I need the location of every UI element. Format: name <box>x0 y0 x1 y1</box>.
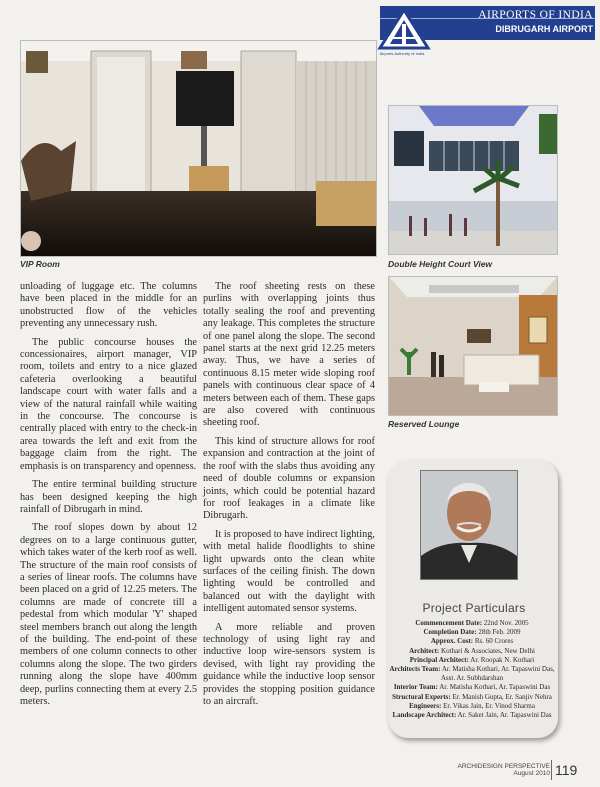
detail-value: Ar. Matisha Kothari, Ar. Tapaswini Das <box>439 683 551 692</box>
detail-label: Commencement Date: <box>415 619 483 627</box>
detail-row <box>382 711 562 720</box>
vip-room-caption: VIP Room <box>20 259 60 269</box>
detail-label: Landscape Architect: <box>392 711 457 720</box>
lounge-caption: Reserved Lounge <box>388 419 460 429</box>
detail-row <box>382 628 562 637</box>
footer-divider <box>551 760 552 780</box>
detail-value: Rs. 60 Crores <box>474 637 514 646</box>
detail-value: 28th Feb. 2009 <box>478 628 521 637</box>
lounge-photo <box>388 276 558 416</box>
detail-value: Ar. Saket Jain, Ar. Tapaswini Das <box>457 711 552 720</box>
magazine-footer <box>428 763 550 777</box>
paragraph: unloading of luggage etc. The columns have been placed in the middle for an unobstructed flow of the vehicles preventing any unnecessary rush. <box>20 281 197 330</box>
logo-caption: Airports Authority of India <box>379 51 425 56</box>
paragraph: The roof slopes down by about 12 degrees on to a large continuous gutter, which takes water of the kerb roof as well. The structure of the main roof consists of a series of linear roofs. The columns have been placed on a grid of 12.25 meters. The columns are made of concrete till a pedestal from which modular 'Y' shaped steel members branch out along the length of the building. The end-point of these members of one column connects to other columns along the slope. The two girders running along the slope have 400mm deep, purlins connecting them at every 2.5 meters. <box>20 522 197 707</box>
issue-date: August 2010 <box>513 770 550 777</box>
page-number: 119 <box>555 762 578 778</box>
detail-value: Kothari & Associates, New Delhi <box>441 646 535 655</box>
detail-value: Er. Vikas Jain, Er. Vinod Sharma <box>443 701 535 710</box>
section-title: AIRPORTS OF INDIA <box>478 9 593 21</box>
court-view-photo <box>388 105 558 255</box>
paragraph: This kind of structure allows for roof expansion and contraction at the joint of the roof with the slabs thus avoiding any need of double columns or expansion joints, which could be potential hazard for roof leakages in a climate like Dibrugarh. <box>203 435 375 522</box>
detail-label: Principal Architect: <box>409 655 469 664</box>
project-particulars-title: Project Particulars <box>422 601 526 615</box>
detail-row <box>382 656 562 665</box>
detail-row <box>382 619 562 628</box>
detail-row <box>382 683 562 692</box>
paragraph: The entire terminal building structure has been designed keeping the high rainfall of Dibrugarh in mind. <box>20 479 197 515</box>
detail-label: Architects Team: <box>389 665 441 674</box>
detail-label: Structural Experts: <box>392 692 451 701</box>
detail-label: Engineers: <box>409 701 442 710</box>
article-column-2 <box>203 281 375 714</box>
detail-label: Interior Team: <box>393 683 438 692</box>
detail-row <box>382 702 562 711</box>
court-view-caption: Double Height Court View <box>388 259 493 269</box>
architect-portrait <box>420 470 518 580</box>
detail-value: Ar. Roopak N. Kothari <box>470 655 535 664</box>
detail-row <box>382 665 562 683</box>
detail-label: Completion Date: <box>423 628 477 637</box>
detail-row <box>382 693 562 702</box>
project-particulars-list <box>382 619 562 720</box>
detail-value: Ar. Matisha Kothari, Ar. Tapaswini Das, Asst. Ar. Subhdarshan <box>440 665 555 683</box>
paragraph: The public concourse houses the concessionaires, airport manager, VIP room, toilets and entry to a nice glazed cafeteria overlooking a beautiful landscape court with water falls and a view of the natural rainfall while waiting in the concourse. The concourse is centrally placed with entry to the check-in area towards the left and exit from the baggage claim from the right. The emphasis is on transparency and openness. <box>20 336 197 472</box>
detail-value: 22nd Nov. 2005 <box>483 619 529 627</box>
detail-label: Approx. Cost: <box>430 637 474 646</box>
magazine-name: ARCHIDESIGN PERSPECTIVE <box>457 763 550 770</box>
paragraph: A more reliable and proven technology of using light ray and inductive loop wire-sensors system is devised, with light ray providing the guidance while the inductive loop sensor provides the stopping position guidance to an aircraft. <box>203 621 375 707</box>
detail-value: Er. Manish Gupta, Er. Sanjiv Nehra <box>452 692 552 701</box>
paragraph: It is proposed to have indirect lighting, with metal halide floodlights to shine light upwards onto the clean white surfaces of the ceiling finish. The down lighting would be controlled and balanced out with the daylight with intelligent automated sensor systems. <box>203 528 375 615</box>
detail-row <box>382 637 562 646</box>
vip-room-photo <box>20 40 377 257</box>
detail-label: Architect: <box>409 646 440 655</box>
article-column-1 <box>20 281 197 714</box>
section-subtitle: DIBRUGARH AIRPORT <box>495 24 593 34</box>
detail-row <box>382 647 562 656</box>
paragraph: The roof sheeting rests on these purlins with overlapping joints thus totally sealing the roof and preventing any leakage. This completes the structure of one panel along the slope. The second panel starts at the next grid 12.25 meters away. Thus, we have a series of continuous 8.15 meter wide sloping roof panels with continuous clear space of 4 meters between each of them. These gaps are also covered with continuous sheeting roof. <box>203 281 375 429</box>
